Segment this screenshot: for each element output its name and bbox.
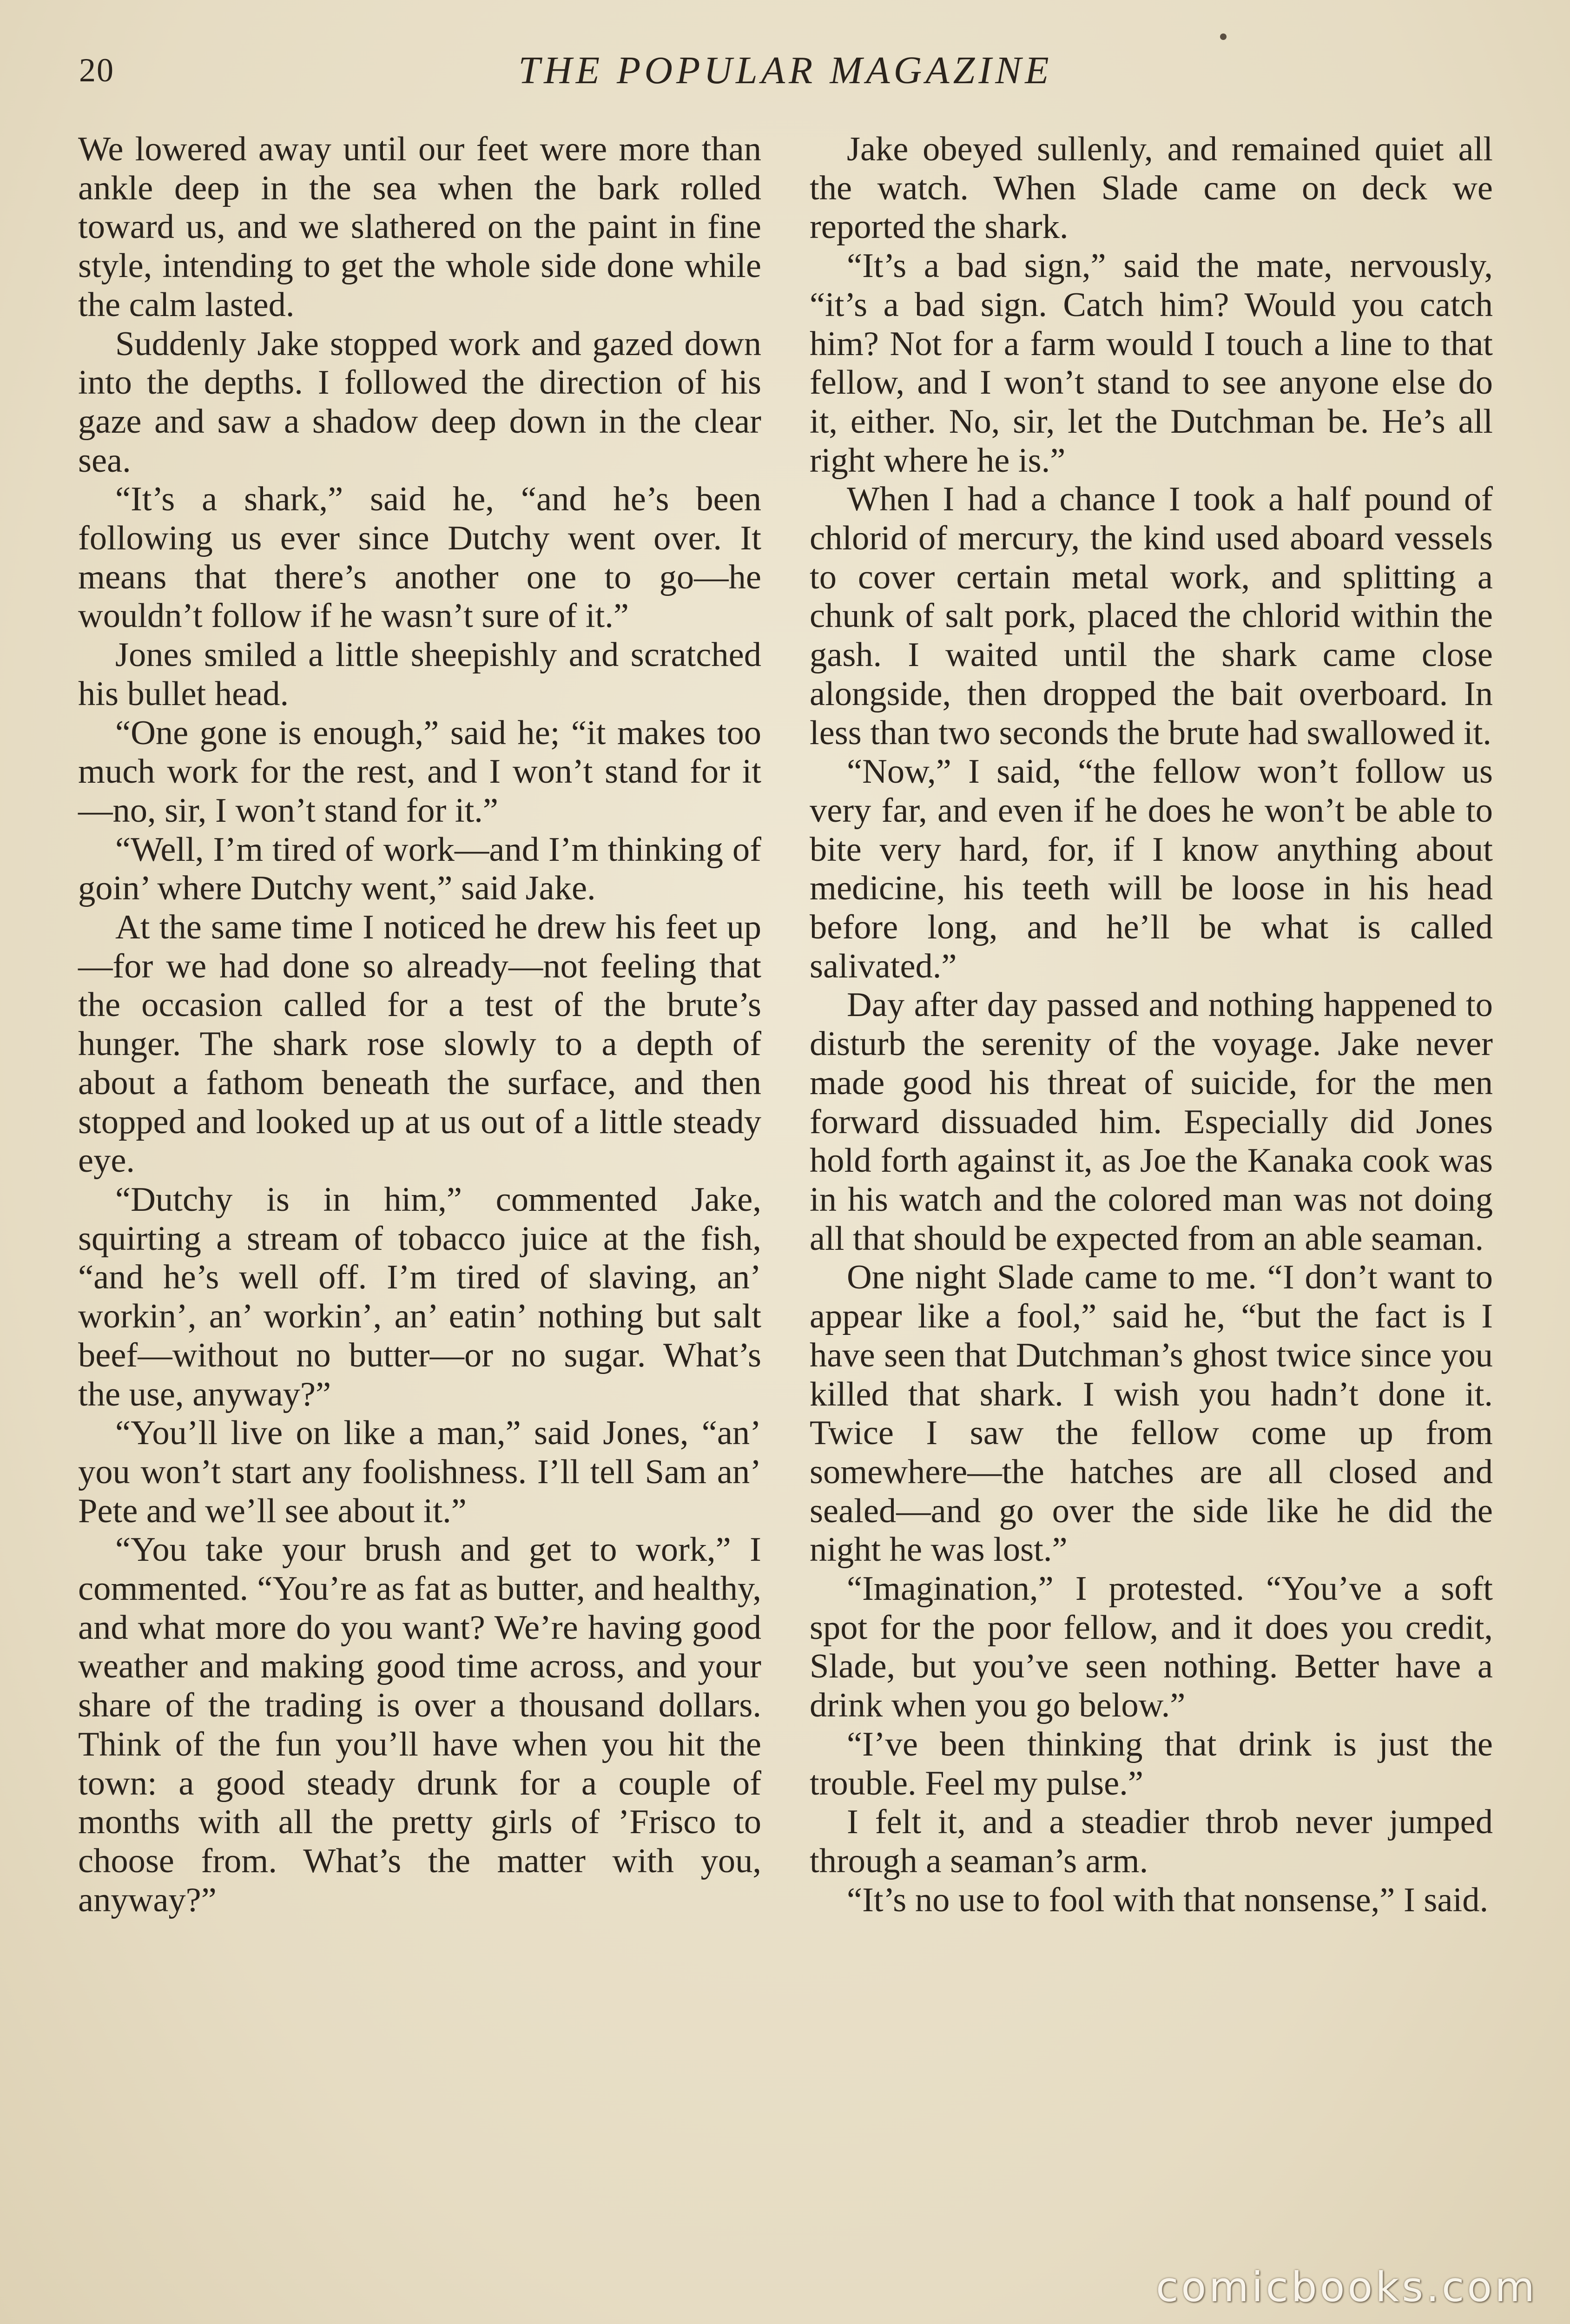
paragraph: “Now,” I said, “the fellow won’t follow us very far, and even if he does he won’t be able to bite very hard, for, if I know anything about medicine, his teeth will be loose in his head before long, and he’ll be what is called salivated.”	[810, 753, 1493, 985]
paragraph: “Dutchy is in him,” commented Jake, squirting a stream of tobacco juice at the fish, “and he’s well off. I’m tired of slaving, an’ workin’, an’ workin’, an’ eatin’ nothing but salt beef—without no butter—or no sugar. What’s the use, anyway?”	[78, 1180, 761, 1413]
paragraph: Day after day passed and nothing happened to disturb the serenity of the voyage. Jake never made good his threat of suicide, for the men forward dissuaded him. Especially did Jones hold forth against it, as Joe the Kanaka cook was in his watch and the colored man was not doing all that should be expected from an able seaman.	[810, 986, 1493, 1258]
paragraph: “I’ve been thinking that drink is just the trouble. Feel my pulse.”	[810, 1725, 1493, 1802]
page-number: 20	[79, 52, 114, 89]
paragraph: Jones smiled a little sheepishly and scratched his bullet head.	[78, 636, 761, 713]
running-title: THE POPULAR MAGAZINE	[518, 49, 1053, 92]
paragraph: “You take your brush and get to work,” I commented. “You’re as fat as butter, and healthy, and what more do you want? We’re having good weather and making good time across, and your share of the trading is over a thousand dollars. Think of the fun you’ll have when you hit the town: a good steady drunk for a couple of months with all the pretty girls of ’Frisco to choose from. What’s the matter with you, anyway?”	[78, 1531, 761, 1919]
paragraph: “One gone is enough,” said he; “it makes too much work for the rest, and I won’t stand for it—no, sir, I won’t stand for it.”	[78, 713, 761, 830]
paragraph: “Imagination,” I protested. “You’ve a soft spot for the poor fellow, and it does you credit, Slade, but you’ve seen nothing. Better have a drink when you go below.”	[810, 1570, 1493, 1725]
paragraph: “Well, I’m tired of work—and I’m thinking of goin’ where Dutchy went,” said Jake.	[78, 830, 761, 908]
paragraph: I felt it, and a steadier throb never jumped through a seaman’s arm.	[810, 1803, 1493, 1880]
paragraph: At the same time I noticed he drew his feet up—for we had done so already—not feeling that the occasion called for a test of the brute’s hunger. The shark rose slowly to a depth of about a fathom beneath the surface, and then stopped and looked up at us out of a little steady eye.	[78, 908, 761, 1180]
left-column	[78, 130, 761, 1920]
paragraph: “It’s no use to fool with that nonsense,” I said.	[847, 1881, 1489, 1919]
page-header	[74, 44, 1497, 95]
paragraph: When I had a chance I took a half pound of chlorid of mercury, the kind used aboard vessels to cover certain metal work, and splitting a chunk of salt pork, placed the chlorid within the gash. I waited until the shark came close alongside, then dropped the bait overboard. In less than two seconds the brute had swallowed it.	[810, 480, 1493, 752]
paragraph: We lowered away until our feet were more than ankle deep in the sea when the bark rolled toward us, and we slathered on the paint in fine style, intending to get the whole side done while the calm lasted.	[78, 130, 761, 324]
paragraph: Suddenly Jake stopped work and gazed down into the depths. I followed the direction of his gaze and saw a shadow deep down in the clear sea.	[78, 324, 761, 480]
watermark: comicbooks.com	[1155, 2263, 1537, 2311]
right-column	[810, 130, 1493, 1920]
paragraph: “It’s a shark,” said he, “and he’s been following us ever since Dutchy went over. It means that there’s another one to go—he wouldn’t follow if he wasn’t sure of it.”	[78, 480, 761, 635]
paragraph: “It’s a bad sign,” said the mate, nervously, “it’s a bad sign. Catch him? Would you catch him? Not for a farm would I touch a line to that fellow, and I won’t stand to see anyone else do it, either. No, sir, let the Dutchman be. He’s all right where he is.”	[810, 247, 1493, 480]
paragraph: Jake obeyed sullenly, and remained quiet all the watch. When Slade came on deck we reported the shark.	[810, 130, 1493, 246]
paragraph: One night Slade came to me. “I don’t want to appear like a fool,” said he, “but the fact is I have seen that Dutchman’s ghost twice since you killed that shark. I wish you hadn’t done it. Twice I saw the fellow come up from somewhere—the hatches are all closed and sealed—and go over the side like he did the night he was lost.”	[810, 1258, 1493, 1569]
ink-speck	[1220, 33, 1227, 40]
paragraph: “You’ll live on like a man,” said Jones, “an’ you won’t start any foolishness. I’ll tell Sam an’ Pete and we’ll see about it.”	[78, 1414, 761, 1530]
